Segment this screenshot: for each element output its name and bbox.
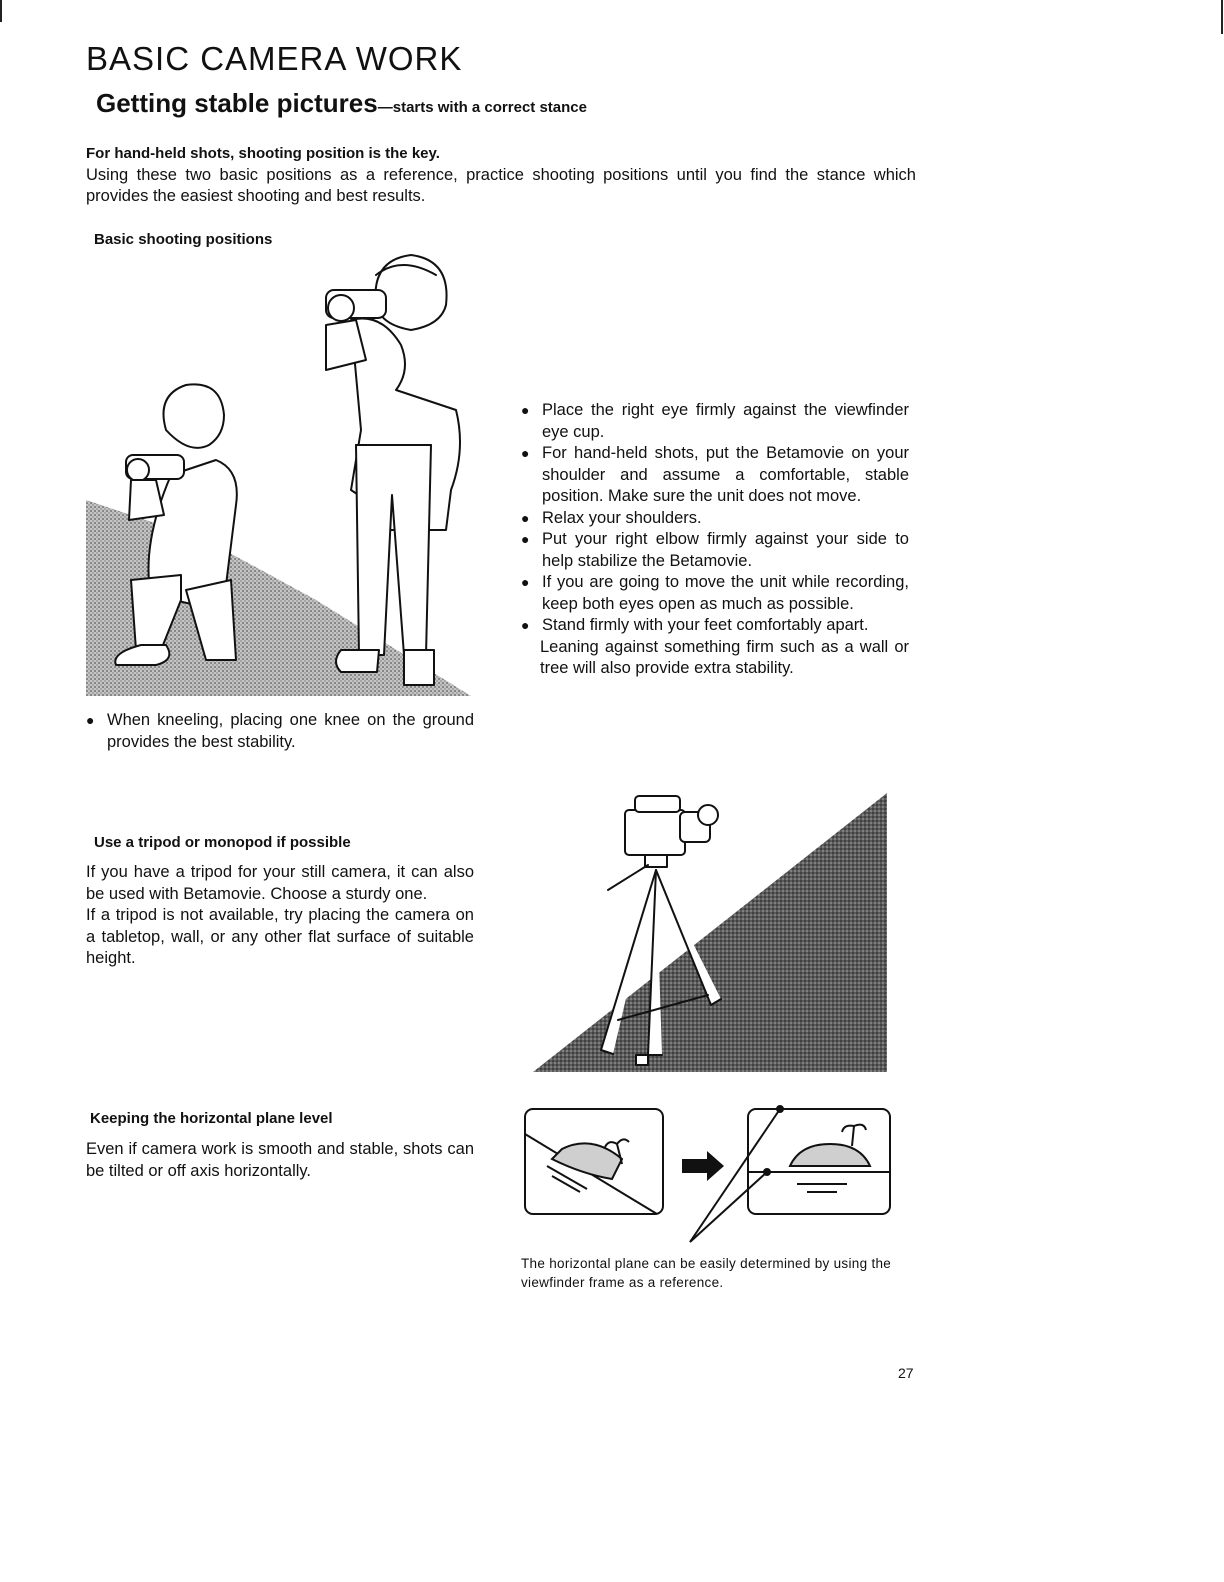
subtitle-tail: —starts with a correct stance [377, 99, 587, 116]
kneeling-note-item: ● When kneeling, placing one knee on the ground provides the best stability. [86, 710, 474, 753]
level-frame [690, 1106, 890, 1242]
section-subtitle [96, 88, 587, 119]
horizon-caption: The horizontal plane can be easily determined by using the viewfinder frame as a reference. [521, 1256, 892, 1290]
page-title: BASIC CAMERA WORK [86, 40, 463, 77]
tip-item: ● If you are going to move the unit while recording, keep both eyes open as much as possible. [521, 572, 909, 615]
arrow-icon [682, 1151, 724, 1181]
tripod-text [86, 862, 474, 970]
kneeling-note-list [86, 710, 474, 753]
stance-tips [521, 400, 909, 680]
tripod-illustration [530, 790, 890, 1075]
tip-item: ● Place the right eye firmly against the viewfinder eye cup. [521, 400, 909, 443]
kneeling-note [86, 710, 474, 753]
shooting-positions-illustration [86, 250, 476, 700]
tip-item: ● Stand firmly with your feet comfortably apart. [521, 615, 909, 637]
tips-tail: Leaning against something firm such as a wall or tree will also provide extra stability. [540, 637, 909, 677]
page-number: 27 [898, 1365, 914, 1381]
tripod-text-1: If you have a tripod for your still camera, it can also be used with Betamovie. Choose a sturdy one. [86, 863, 474, 903]
stance-tips-list [521, 400, 909, 637]
tilted-frame [525, 1109, 663, 1214]
horizon-illustration [522, 1104, 897, 1244]
horizontal-heading: Keeping the horizontal plane level [90, 1110, 333, 1127]
tip-item: ● For hand-held shots, put the Betamovie on your shoulder and assume a comfortable, stable position. Make sure the unit does not move. [521, 443, 909, 508]
right-margin-mark [1221, 0, 1223, 34]
subtitle-main: Getting stable pictures [96, 88, 378, 118]
tripod-heading: Use a tripod or monopod if possible [94, 834, 351, 851]
intro-bold-line: For hand-held shots, shooting position is the key. [86, 145, 440, 162]
left-margin-mark [0, 0, 2, 22]
basic-positions-heading: Basic shooting positions [94, 231, 273, 248]
tripod-text-2: If a tripod is not available, try placing the camera on a tabletop, wall, or any other flat surface of suitable height. [86, 906, 474, 967]
horizontal-text: Even if camera work is smooth and stable, shots can be tilted or off axis horizontally. [86, 1140, 474, 1180]
tip-item: ● Relax your shoulders. [521, 508, 909, 530]
intro-text: Using these two basic positions as a reference, practice shooting positions until you find the stance which provides the easiest shooting and best results. [86, 166, 916, 205]
tip-item: ● Put your right elbow firmly against your side to help stabilize the Betamovie. [521, 529, 909, 572]
